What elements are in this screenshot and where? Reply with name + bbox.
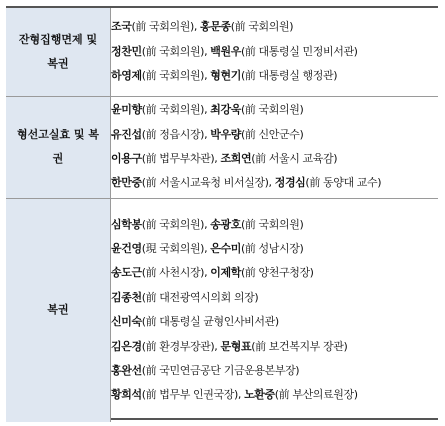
person-name: 홍완선 — [111, 364, 142, 378]
person-name: 이제학 — [210, 266, 241, 280]
person-name: 문형표 — [220, 339, 252, 353]
person-name: 최강욱 — [210, 103, 241, 117]
category-cell-sentence-invalidation — [6, 96, 111, 198]
person-title: (前 대통령실 행정관) — [240, 68, 338, 82]
name-line: 유진섭(前 정읍시장), 박우량(前 신안군수) — [111, 127, 304, 141]
category-cell-sentence-exemption — [6, 8, 111, 96]
name-line: 한만중(前 서울시교육청 비서실장), 정경심(前 동양대 교수) — [111, 176, 382, 190]
person-title: (前 법무부 인권국장) — [141, 388, 238, 402]
person-name: 은수미 — [210, 242, 241, 256]
name-line: 이용구(前 법무부차관), 조희연(前 서울시 교육감) — [111, 152, 338, 165]
category-cell-reinstatement — [6, 198, 111, 422]
person-name: 한만중 — [111, 176, 142, 190]
person-title: (前 양천구청장) — [240, 266, 314, 280]
person-title: (前 동양대 교수) — [305, 176, 382, 190]
person-name: 유진섭 — [111, 127, 142, 141]
name-line — [111, 286, 438, 310]
category-label-line: 권 — [52, 152, 64, 165]
person-title: (前 국회의원) — [141, 68, 205, 82]
person-name: 황희석 — [111, 388, 142, 402]
person-title: (前 국회의원) — [141, 103, 205, 117]
person-name: 윤건영 — [111, 242, 142, 256]
person-name: 조국 — [111, 20, 132, 34]
person-title: (前 환경부장관) — [141, 339, 215, 353]
name-line: 윤건영(現 국회의원), 은수미(前 성남시장) — [111, 242, 304, 256]
person-title: (現 국회의원) — [141, 242, 205, 256]
person-name: 김은경 — [111, 339, 142, 353]
person-title: (前 대전광역시의회 의장) — [141, 290, 259, 304]
name-line: 황희석(前 법무부 인권국장), 노환중(前 부산의료원장) — [111, 388, 358, 402]
person-title: (前 정읍시장) — [141, 127, 205, 141]
person-title: (前 대통령실 균형인사비서관) — [141, 315, 279, 329]
name-line: 윤미향(前 국회의원), 최강욱(前 국회의원) — [111, 103, 304, 117]
person-title: (前 국민연금공단 기금운용본부장) — [141, 364, 300, 378]
names-cell-reinstatement — [111, 198, 439, 422]
person-name: 윤미향 — [111, 103, 142, 117]
person-title: (前 사천시장) — [141, 266, 205, 280]
person-title: (前 국회의원) — [230, 20, 294, 34]
person-name: 노환중 — [244, 388, 275, 402]
person-title: (前 국회의원) — [240, 217, 304, 231]
category-label-line: 잔형집행면제 및 — [18, 32, 98, 46]
pardon-list-table-frame — [6, 6, 438, 420]
person-name: 심학봉 — [111, 217, 142, 231]
pardon-list-table — [6, 8, 438, 422]
person-title: (前 법무부차관) — [141, 152, 215, 165]
category-label-line: 복권 — [47, 303, 69, 317]
person-title: (前 대통령실 민정비서관) — [240, 44, 358, 58]
name-line: 정찬민(前 국회의원), 백원우(前 대통령실 민정비서관) — [111, 44, 358, 58]
person-name: 형현기 — [210, 68, 241, 82]
person-name: 정찬민 — [111, 44, 142, 58]
name-line: 심학봉(前 국회의원), 송광호(前 국회의원) — [111, 217, 304, 231]
name-line — [111, 359, 438, 383]
name-line: 조국(前 국회의원), 홍문종(前 국회의원) — [111, 20, 294, 34]
person-title: (前 서울시 교육감) — [251, 152, 338, 165]
person-title: (前 서울시교육청 비서실장) — [141, 176, 269, 190]
person-name: 하영제 — [111, 68, 142, 82]
person-name: 송광호 — [210, 217, 241, 231]
person-name: 홍문종 — [200, 20, 231, 34]
name-line: 송도근(前 사천시장), 이제학(前 양천구청장) — [111, 266, 314, 280]
names-cell-sentence-exemption — [111, 8, 439, 96]
person-name: 박우량 — [210, 127, 241, 141]
person-name: 이용구 — [111, 152, 142, 165]
person-name: 조희연 — [220, 152, 252, 165]
person-name: 백원우 — [210, 44, 241, 58]
table-row-section-1 — [6, 8, 438, 96]
name-line — [111, 310, 438, 334]
person-title: (前 성남시장) — [240, 242, 304, 256]
person-name: 송도근 — [111, 266, 142, 280]
person-title: (前 보건복지부 장관) — [251, 339, 348, 353]
person-title: (前 국회의원) — [240, 103, 304, 117]
person-title: (前 국회의원) — [131, 20, 194, 34]
table-row-section-2 — [6, 96, 438, 198]
name-line: 하영제(前 국회의원), 형현기(前 대통령실 행정관) — [111, 68, 338, 82]
table-row-section-3 — [6, 198, 438, 422]
person-name: 김종천 — [111, 290, 142, 304]
person-title: (前 신안군수) — [240, 127, 304, 141]
name-line: 김은경(前 환경부장관), 문형표(前 보건복지부 장관) — [111, 339, 348, 353]
person-title: (前 국회의원) — [141, 44, 205, 58]
category-label-line: 형선고실효 및 복 — [16, 128, 100, 141]
person-title: (前 부산의료원장) — [274, 388, 358, 402]
person-name: 정경심 — [274, 176, 306, 190]
person-title: (前 국회의원) — [141, 217, 205, 231]
person-name: 신미숙 — [111, 315, 142, 329]
names-cell-sentence-invalidation — [111, 96, 439, 198]
category-label-line: 복권 — [47, 56, 69, 70]
